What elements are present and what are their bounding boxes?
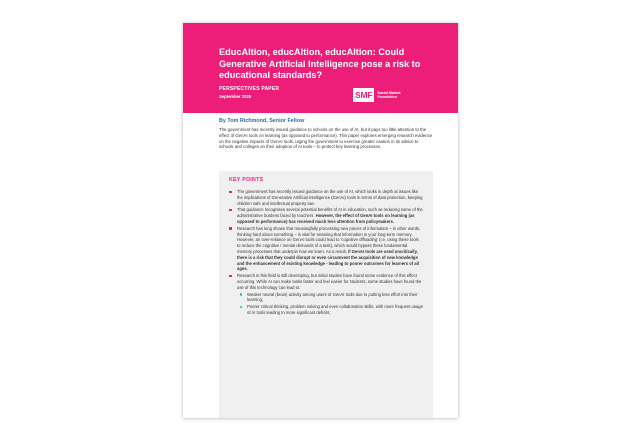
sub-point-text: Poorer critical thinking, problem solving and even collaboration skills, with more frequent usage of AI tools leading to more significant deficits; [247,304,423,315]
document-page [183,23,458,418]
key-points-heading: KEY POINTS [229,177,264,183]
logo-text: Social Market Foundation [377,90,401,99]
key-point-text: Research in this field is still developing, but initial studies have found some evidence of this effect occurring. While AI can make tasks faster and feel easier for students, some studies have found the use of this technology can lead to: [237,273,422,290]
square-bullet-icon [229,191,232,194]
key-point-item [229,207,423,224]
square-bullet-icon [229,209,232,212]
key-point-text: Research has long shown that meaningfully processing new pieces of information – in other words, thinking hard about something – is vital for retaining that information in your long-term memory. However, an over-reliance on GenAI tools could lead to 'cognitive offloading' (i.e. using these tools to reduce the cognitive / mental demands of a task), which would bypass these fundamental memory processes that underpin how we learn. As a result, [237,225,421,254]
round-bullet-icon [240,306,242,308]
key-point-text: The government has recently issued guidance on the use of AI, which looks in depth at issues like the implications of Generative Artificial Intelligence (GenAI) tools in terms of data protection, keeping children safe and intellectual property law. [237,189,423,206]
key-point-text: That guidance recognises several potential benefits of AI in education, such as reducing some of the administrative burdens faced by teachers. [237,207,423,219]
sub-point-item [237,292,423,304]
sub-point-item [237,304,423,316]
intro-paragraph: The government has recently issued guidance to schools on the use of AI, but it pays too little attention to the effect of GenAI tools on learning (as opposed to performance). This paper explores emerging research evidence on the negative impacts of GenAI tools, urging the government to exercise greater caution in its advice to schools and colleges on their adoption of AI tools – to protect key learning processes. [219,127,433,150]
round-bullet-icon [240,293,242,295]
key-point-bold-text: if GenAI tools are used uncritically, there is a risk that they could disrupt or even circumvent the acquisition of new knowledge and the enhancement of existing knowledge - leading to poorer outcomes for learners of all ages. [237,248,419,272]
smf-logo [353,87,417,103]
paper-date: September 2025 [219,94,252,99]
square-bullet-icon [229,275,232,278]
square-bullet-icon [229,227,232,230]
key-point-sub-list [237,292,423,316]
key-points-list [229,189,423,316]
key-point-item [229,189,423,206]
key-points-box [219,171,433,418]
document-title: EducAItion, educAItion, educAItion: Could Generative Artificial Intelligence pose a risk to educational standards? [219,47,421,80]
logo-mark: SMF [355,90,373,100]
key-point-bold-text: However, the effect of GenAI tools on learning (as opposed to performance) has received much less attention from policymakers. [237,213,415,224]
key-point-item [229,226,423,272]
key-point-item [229,273,423,316]
author-line: By Tom Richmond, Senior Fellow [219,118,305,124]
paper-type-label: PERSPECTIVES PAPER [219,86,280,92]
sub-point-text: Weaker neural (brain) activity among users of GenAI tools due to putting less effort into their learning; [247,291,418,303]
